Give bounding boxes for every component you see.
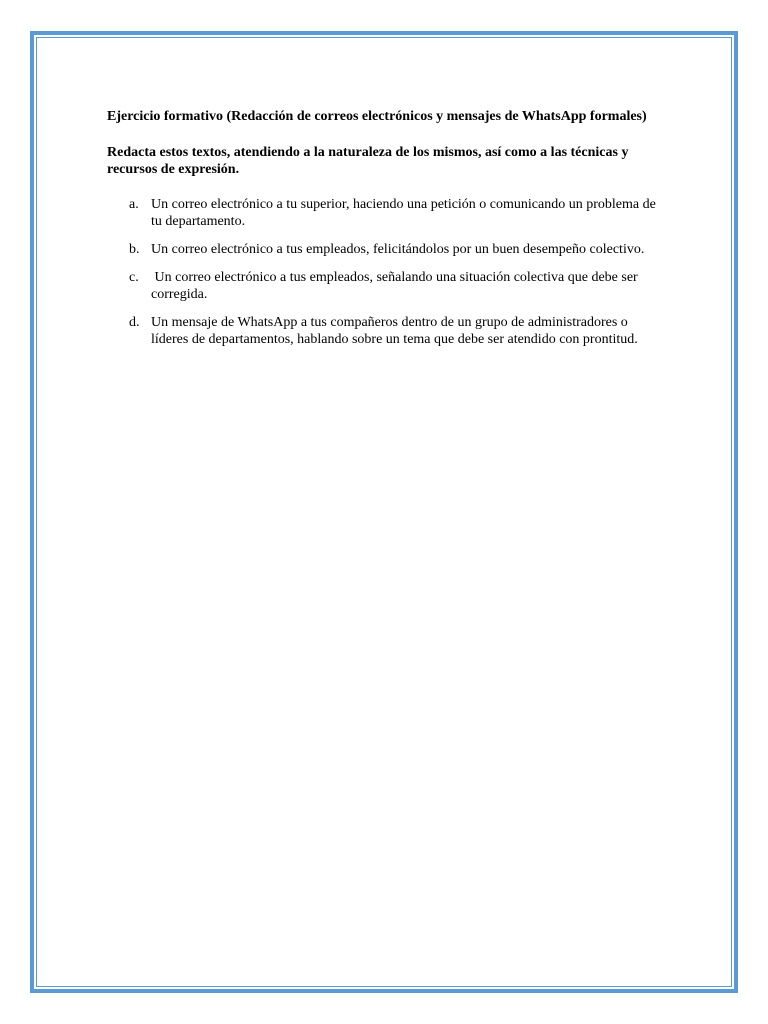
list-item-letter: d. (129, 315, 140, 330)
list-item-letter: c. (129, 270, 139, 285)
list-item-text: Un correo electrónico a tus empleados, señalando una situación colectiva que debe ser corregida. (151, 270, 642, 302)
instruction-text: Redacta estos textos, atendiendo a la naturaleza de los mismos, así como a las técnicas y recursos de expresión. (107, 145, 629, 177)
task-list (107, 196, 667, 348)
list-item-letter: a. (129, 197, 139, 212)
list-item-letter: b. (129, 242, 140, 257)
list-item-text: Un correo electrónico a tus empleados, felicitándolos por un buen desempeño colectivo. (151, 242, 645, 257)
list-item (107, 196, 667, 230)
list-item (107, 241, 667, 258)
list-item (107, 314, 667, 348)
document-title: Ejercicio formativo (Redacción de correos electrónicos y mensajes de WhatsApp formales) (107, 109, 647, 124)
list-item (107, 269, 667, 303)
document-body (107, 108, 667, 359)
list-item-text: Un mensaje de WhatsApp a tus compañeros dentro de un grupo de administradores o líderes de departamentos, hablando sobre un tema que debe ser atendido con prontitud. (151, 315, 638, 347)
list-item-text: Un correo electrónico a tu superior, haciendo una petición o comunicando un problema de tu departamento. (151, 197, 656, 229)
